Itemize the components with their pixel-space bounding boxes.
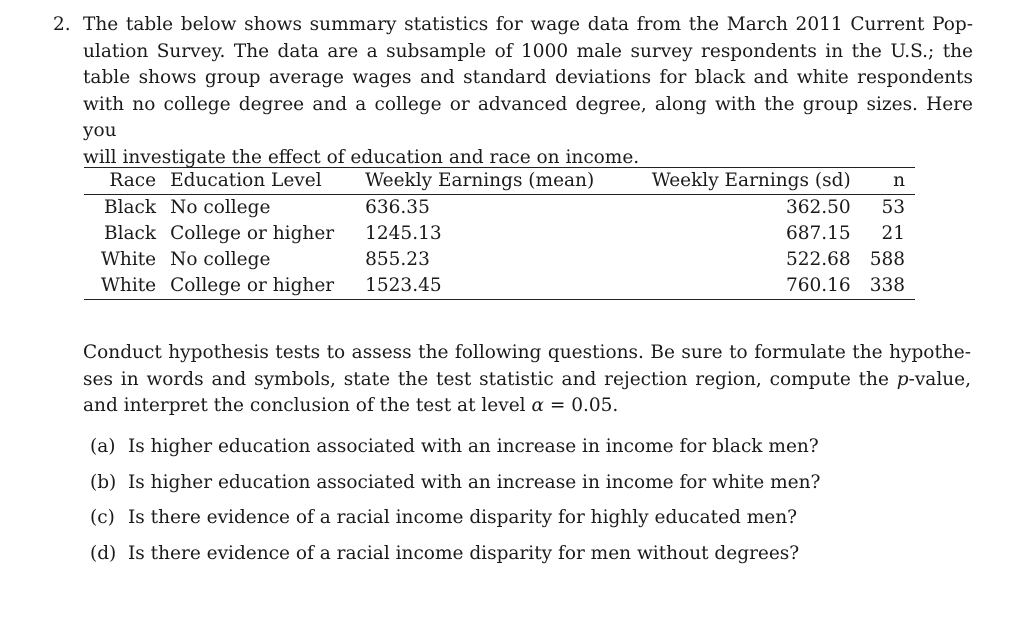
cell-race: Black xyxy=(104,223,157,244)
cell-education: College or higher xyxy=(170,275,335,296)
cell-education: College or higher xyxy=(170,223,335,244)
question-label: (c) xyxy=(90,507,115,528)
intro-line: with no college degree and a college or advanced degree, along with the group sizes. Here you xyxy=(83,93,973,141)
cell-mean: 636.35 xyxy=(365,197,430,218)
cell-race: White xyxy=(100,275,157,296)
instructions-text: = 0.05. xyxy=(543,395,619,416)
question-label: (d) xyxy=(90,542,117,564)
header-weekly-earnings-sd: Weekly Earnings (sd) xyxy=(651,170,851,191)
intro-line: will investigate the effect of education and race on income. xyxy=(83,146,640,168)
table-header-row xyxy=(84,168,915,195)
table-row xyxy=(84,273,915,300)
question-text: Is higher education associated with an increase in income for black men? xyxy=(128,436,819,457)
cell-n: 21 xyxy=(881,223,905,244)
header-n: n xyxy=(893,170,905,191)
summary-statistics-table xyxy=(84,167,915,300)
list-item xyxy=(90,434,820,470)
cell-education: No college xyxy=(170,249,271,270)
list-item xyxy=(90,505,820,541)
cell-race: White xyxy=(100,249,157,270)
problem-statement xyxy=(53,12,973,171)
header-race: Race xyxy=(109,170,157,191)
p-symbol: p xyxy=(896,368,909,390)
question-text: Is there evidence of a racial income disparity for highly educated men? xyxy=(128,507,798,528)
instructions-line xyxy=(83,367,971,394)
cell-sd: 522.68 xyxy=(785,249,851,270)
question-label: (b) xyxy=(90,471,117,493)
table-row xyxy=(84,247,915,273)
header-education-level: Education Level xyxy=(170,170,322,191)
list-item xyxy=(90,541,820,577)
instructions-text: ses in words and symbols, state the test statistic and rejection region, compute the xyxy=(83,368,897,390)
cell-mean: 1523.45 xyxy=(365,275,442,296)
problem-number: 2. xyxy=(53,14,71,35)
cell-n: 588 xyxy=(869,249,905,270)
instructions-text: -value, xyxy=(908,368,971,390)
table-row xyxy=(84,195,915,222)
alpha-symbol: α xyxy=(531,395,544,416)
problem-intro xyxy=(83,12,973,171)
intro-line: table shows group average wages and standard deviations for black and white respondents xyxy=(83,67,973,88)
cell-mean: 1245.13 xyxy=(365,223,442,244)
question-list xyxy=(90,434,820,576)
cell-race: Black xyxy=(104,197,157,218)
question-text: Is higher education associated with an increase in income for white men? xyxy=(128,471,821,493)
cell-mean: 855.23 xyxy=(365,249,430,270)
cell-sd: 760.16 xyxy=(785,275,851,296)
list-item xyxy=(90,470,820,506)
cell-n: 53 xyxy=(881,197,905,218)
cell-n: 338 xyxy=(869,275,905,296)
instructions-text: and interpret the conclusion of the test at level xyxy=(83,395,532,416)
header-weekly-earnings-mean: Weekly Earnings (mean) xyxy=(365,170,595,191)
question-label: (a) xyxy=(90,436,116,457)
cell-sd: 687.15 xyxy=(785,223,851,244)
cell-sd: 362.50 xyxy=(785,197,851,218)
intro-line: ulation Survey. The data are a subsample of 1000 male survey respondents in the U.S.; the xyxy=(83,40,973,62)
intro-line: The table below shows summary statistics for wage data from the March 2011 Current Pop- xyxy=(83,14,973,35)
table-row xyxy=(84,221,915,247)
cell-education: No college xyxy=(170,197,271,218)
instructions-line: Conduct hypothesis tests to assess the following questions. Be sure to formulate the hypothe- xyxy=(83,342,971,363)
instructions-line xyxy=(83,393,971,420)
question-text: Is there evidence of a racial income disparity for men without degrees? xyxy=(128,542,800,564)
instructions-paragraph xyxy=(83,340,971,420)
